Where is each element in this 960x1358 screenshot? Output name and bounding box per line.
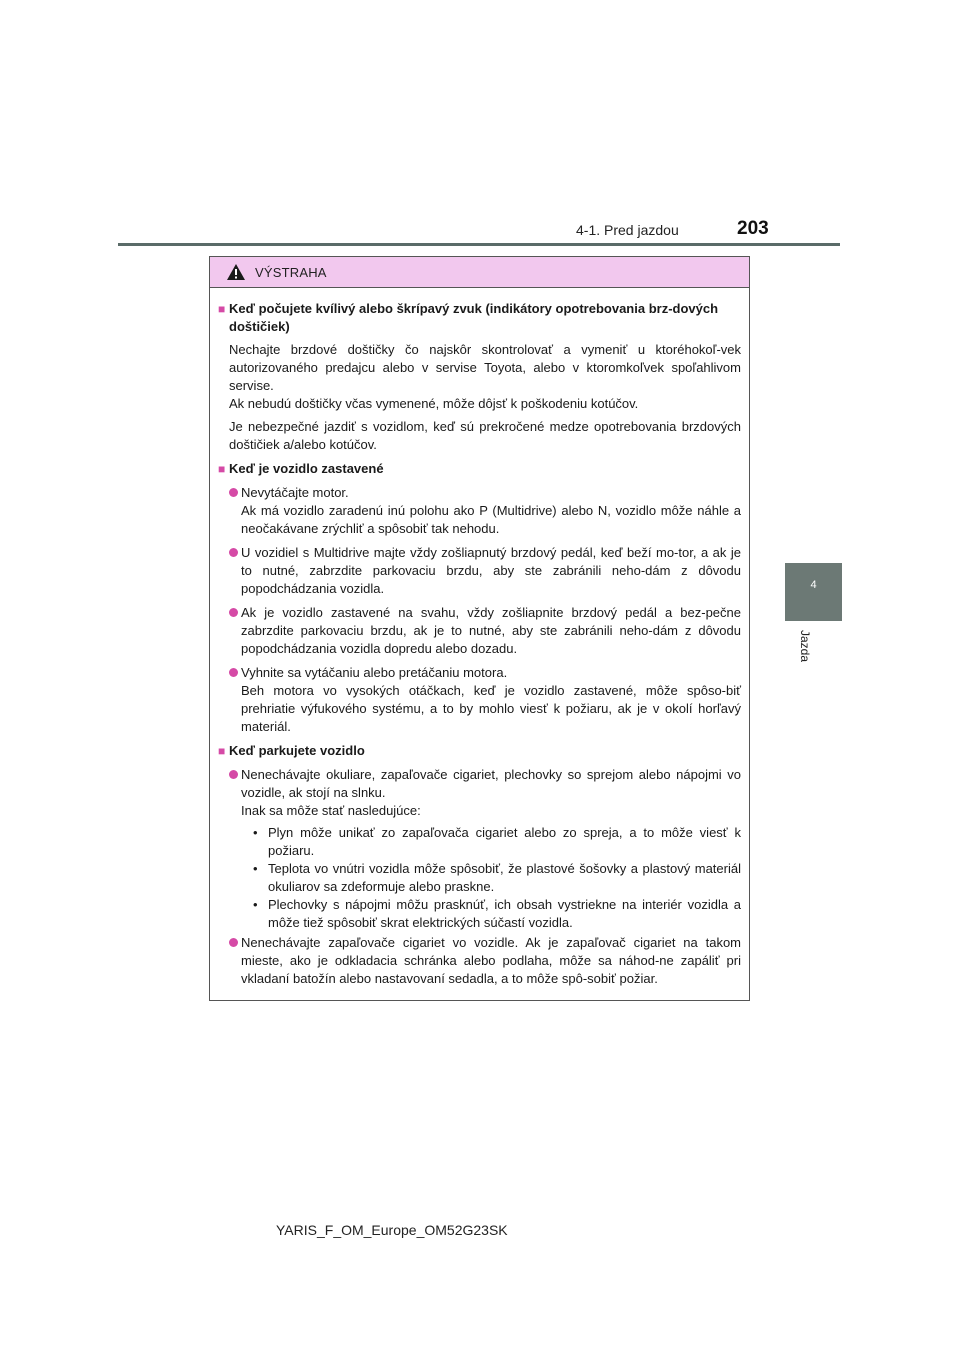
round-bullet-icon [229, 544, 241, 553]
round-bullet-icon [229, 484, 241, 493]
list-item: Vyhnite sa vytáčaniu alebo pretáčaniu motora. Beh motora vo vysokých otáčkach, keď je vozidlo zastavené, môže spôso-biť prehriatie výfukového systému, a to by mohlo viesť k požiaru, ak je v okolí horľavý materiál. [218, 664, 741, 736]
list-item: Ak je vozidlo zastavené na svahu, vždy zošliapnite brzdový pedál a bez-pečne zabrzdite parkovaciu brzdu, ak je to nutné, aby ste zabránili neho-dám z dôvodu popodchádzania vozidla dopredu alebo dozadu. [218, 604, 741, 658]
small-bullet-icon: • [253, 897, 258, 912]
warning-triangle-icon [226, 263, 246, 281]
header-rule [118, 243, 840, 246]
round-bullet-icon [229, 766, 241, 775]
sub-list-item: • Plyn môže unikať zo zapaľovača cigariet alebo zo spreja, a to môže viesť k požiaru. [253, 825, 741, 858]
list-item: Nenechávajte zapaľovače cigariet vo vozidle. Ak je zapaľovač cigariet na takom mieste, ako je odkladacia schránka alebo podlaha, môže sa náhod-ne zapáliť pri vkladaní batožín alebo nastavovaní sedadla, a to môže spô-sobiť požiar. [218, 934, 741, 988]
warning-body [210, 288, 749, 988]
section-heading: ■ Keď je vozidlo zastavené [218, 461, 384, 476]
list-item: Nenechávajte okuliare, zapaľovače cigariet, plechovky so sprejom alebo nápojmi vo vozidle, ak stojí na slnku. Inak sa môže stať nasledujúce: [218, 766, 741, 820]
header-section-title: 4-1. Pred jazdou [576, 222, 679, 238]
list-item: Nevytáčajte motor. Ak má vozidlo zaradenú inú polohu ako P (Multidrive) alebo N, vozidlo môže náhle a neočakávane zrýchliť a spôsobiť tak nehodu. [218, 484, 741, 538]
chapter-tab-number: 4 [810, 579, 817, 591]
section-heading: ■ Keď počujete kvílivý alebo škrípavý zvuk (indikátory opotrebovania brz-dových doštičiek) [218, 301, 719, 334]
square-bullet-icon: ■ [218, 462, 226, 476]
square-bullet-icon: ■ [218, 744, 226, 758]
chapter-tab [785, 563, 842, 621]
page-number: 203 [737, 218, 769, 239]
document-id: YARIS_F_OM_Europe_OM52G23SK [276, 1222, 508, 1238]
square-bullet-icon: ■ [218, 302, 226, 316]
small-bullet-icon: • [253, 825, 258, 840]
sub-list-item: • Plechovky s nápojmi môžu prasknúť, ich obsah vystriekne na interiér vozidla a môže tiež spôsobiť skrat elektrických súčastí vozidla. [253, 897, 741, 930]
warning-box [209, 256, 750, 1001]
list-item: U vozidiel s Multidrive majte vždy zošliapnutý brzdový pedál, keď beží mo-tor, a ak je to nutné, zabrzdite parkovaciu brzdu, aby ste zabránili neho-dám z dôvodu popodchádzania vozidla. [218, 544, 741, 598]
paragraph: Nechajte brzdové doštičky čo najskôr skontrolovať a vymeniť u ktoréhokoľ-vek autorizovaného predajcu alebo v servise Toyota, alebo v ktoromkoľvek spoľahlivom servise. [229, 342, 741, 393]
paragraph: Ak nebudú doštičky včas vymenené, môže dôjsť k poškodeniu kotúčov. [229, 396, 639, 411]
round-bullet-icon [229, 664, 241, 673]
round-bullet-icon [229, 604, 241, 613]
sub-list-item: • Teplota vo vnútri vozidla môže spôsobiť, že plastové šošovky a plastový materiál okuliarov sa zdeformuje alebo praskne. [253, 861, 741, 894]
warning-title: VÝSTRAHA [255, 265, 327, 280]
small-bullet-icon: • [253, 861, 258, 876]
warning-header [210, 257, 749, 288]
paragraph: Je nebezpečné jazdiť s vozidlom, keď sú prekročené medze opotrebovania brzdových doštičiek a/alebo kotúčov. [229, 419, 741, 452]
chapter-tab-label: Jazda [798, 630, 812, 663]
section-heading: ■ Keď parkujete vozidlo [218, 743, 365, 758]
round-bullet-icon [229, 934, 241, 943]
